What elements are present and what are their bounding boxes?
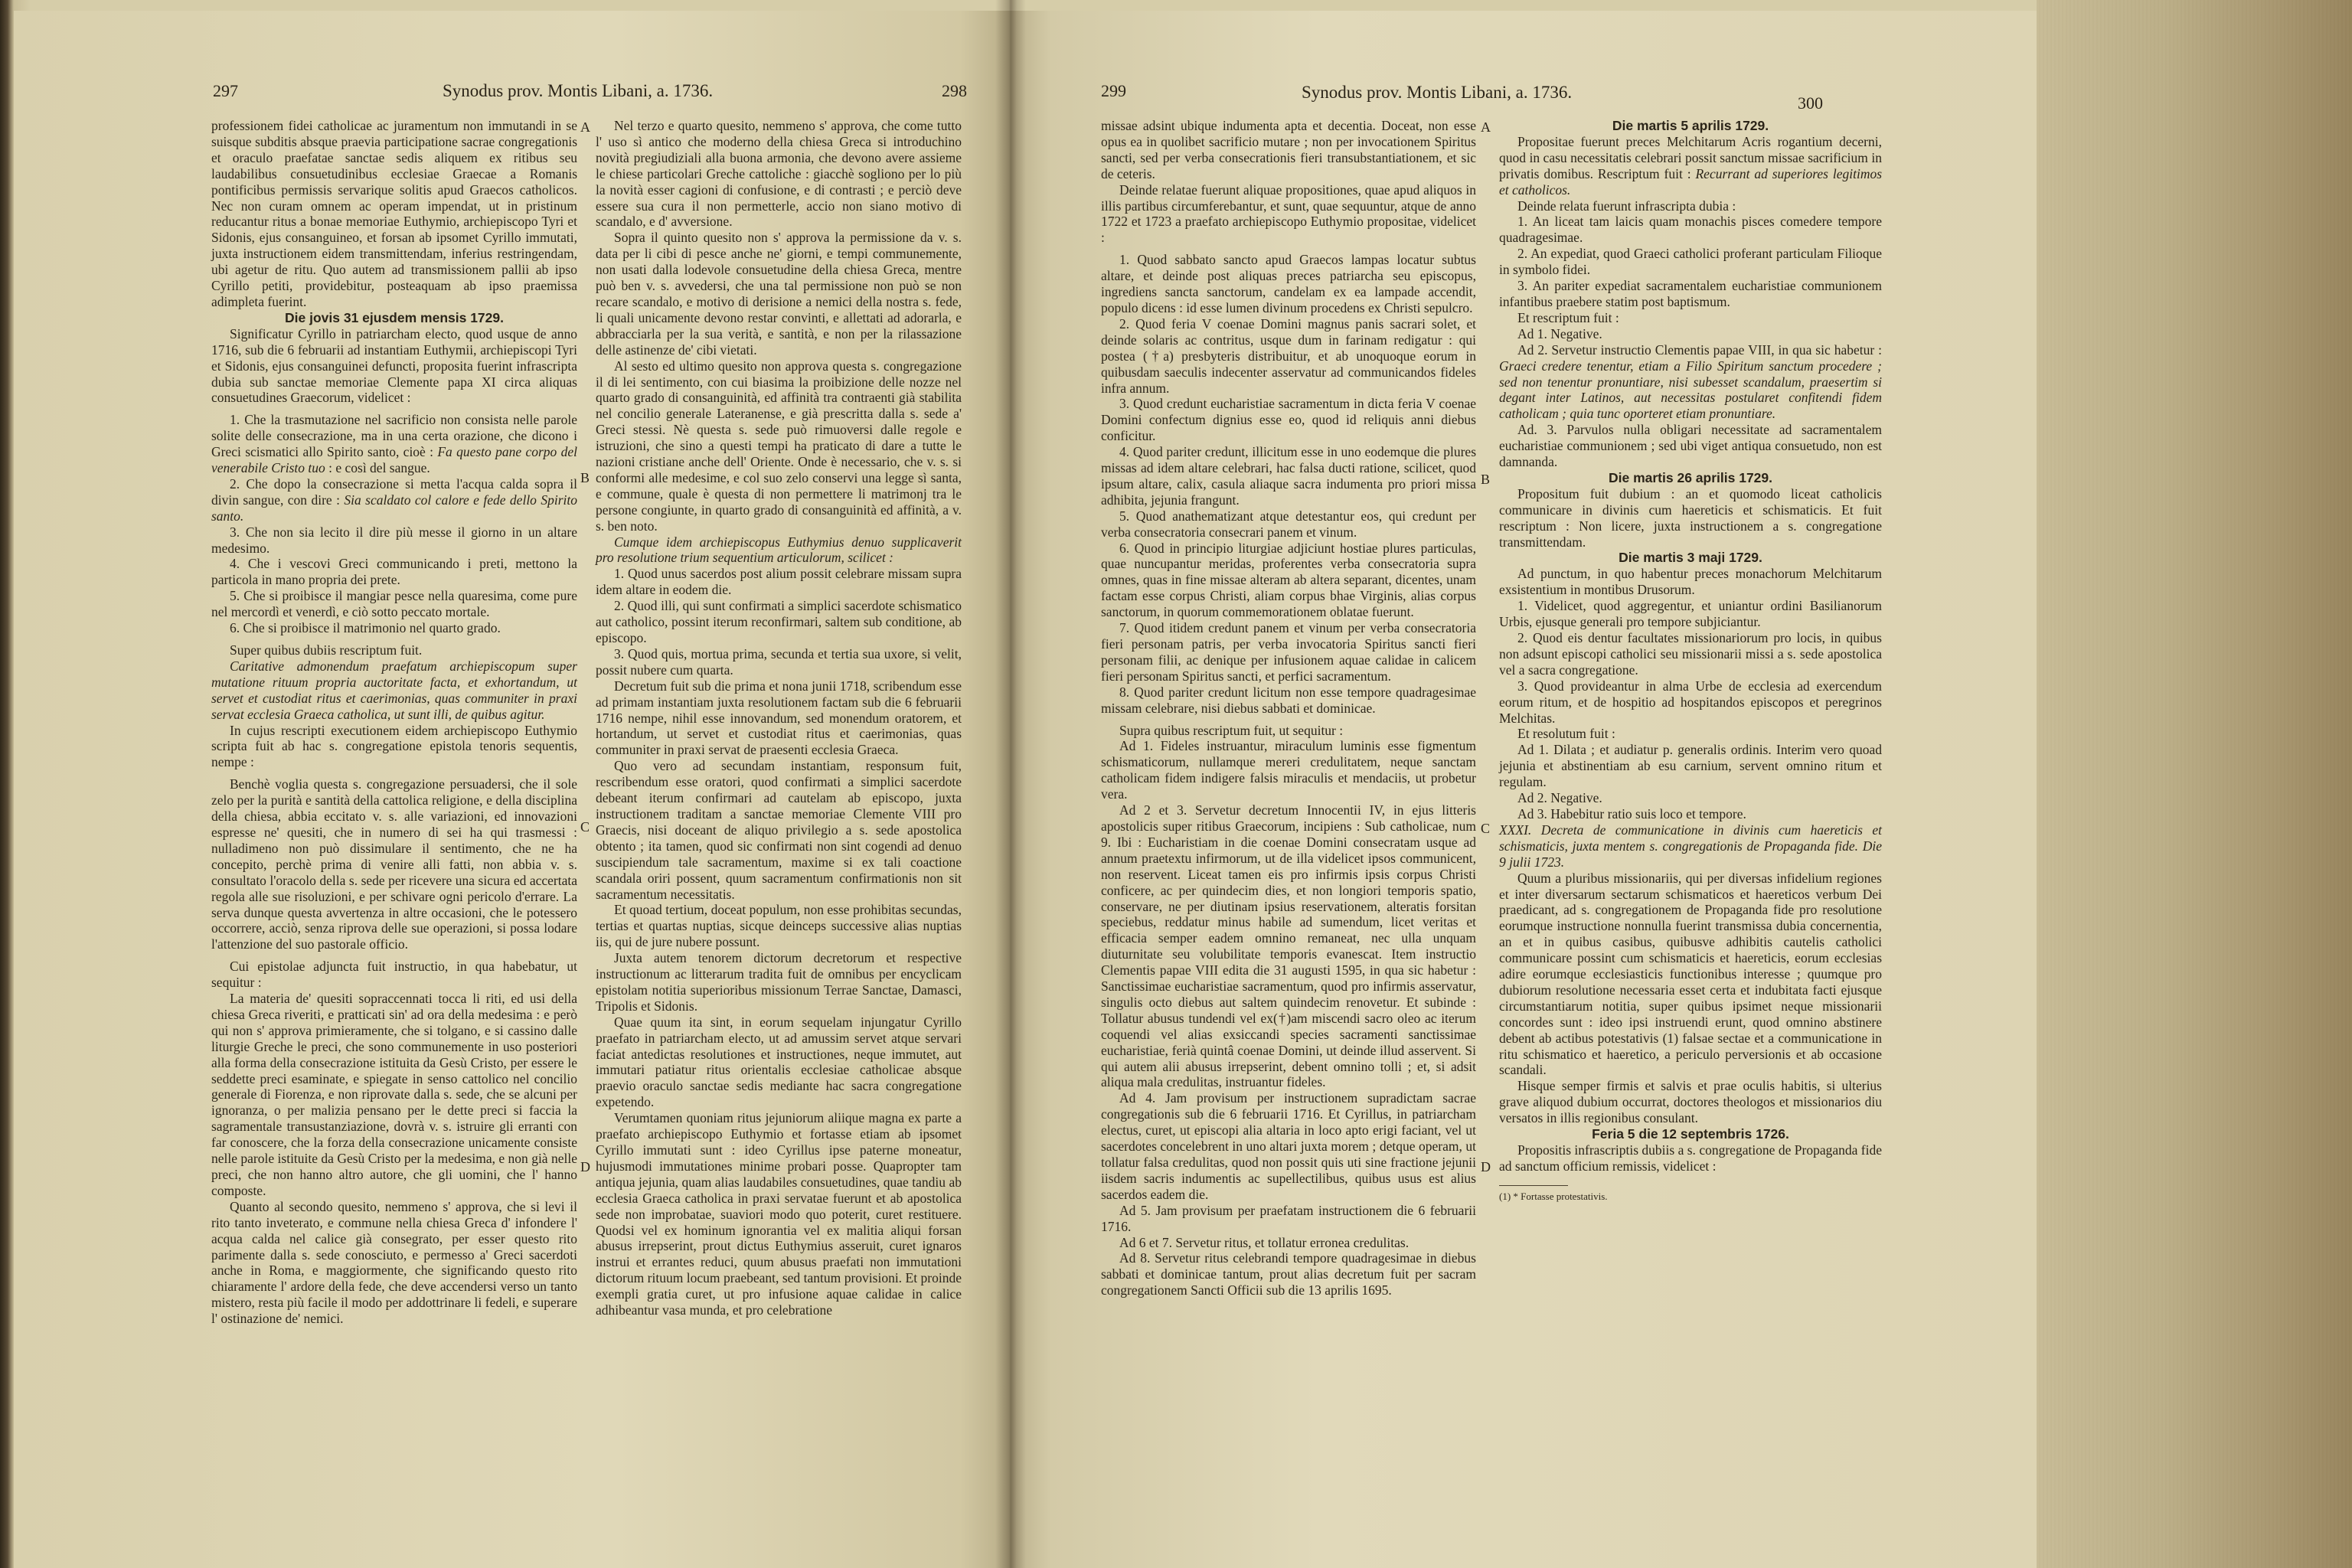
paragraph <box>1499 134 1882 198</box>
list-item: 5. Quod anathematizant atque detestantur eos, qui credunt per verba consecratoria consecrari panem et vinum. <box>1101 508 1476 540</box>
list-item: 4. Che i vescovi Greci communicando i preti, mettono la particola in mano propria dei prete. <box>211 556 577 588</box>
paragraph: Nel terzo e quarto quesito, nemmeno s' approva, che come tutto l' uso sì antico che moderno della chiesa Greca si introduchino novità pregiudiziali alla buona armonia, che devono avere assieme le chiese particolari Greche cattoliche : giacchè sogliono per lo più la novità esser cagioni di confusione, e di contrasti ; e perciò deve essere sua cura il non permetterle, accio non siano motivo di scandalo, e d' avversione. <box>596 118 962 230</box>
right-page-column-2 <box>1499 118 1882 1205</box>
paragraph: Sopra il quinto quesito non s' approva la permissione da v. s. data per li cibi di pesce anche ne' giorni, e tempi communemente, non usati dalla lodevole consuetudine della chiesa Greca, mentre può ben v. s. avvedersi, che una tal permissione non può se non recare scandalo, e motivo di derisione a nemici della nostra s. fede, li quali unicamente devono restar convinti, e allettati ad adorarla, e abbracciarla per la sua verità, e santità, e non per la rilassazione delle astinenze de' cibi vietati. <box>596 230 962 358</box>
paragraph: In cujus rescripti executionem eidem archiepiscopo Euthymio scripta fuit ab hac s. congregatione epistola tenoris sequentis, nempe : <box>211 722 577 770</box>
section-heading: Feria 5 die 12 septembris 1726. <box>1592 1126 1789 1142</box>
list-item: 4. Quod pariter credunt, illicitum esse in uno eodemque die plures missas ad idem altare celebrari, hac falsa ducti ratione, scilicet, quod ipsum altare, calix, casula aliaque sacra indumenta pro priori missa adhibita, jejunia frangunt. <box>1101 444 1476 508</box>
margin-letter-c: C <box>580 819 590 835</box>
list-item: 6. Che si proibisce il matrimonio nel quarto grado. <box>230 620 501 636</box>
paragraph-italic: Recurrant ad superiores legitimos et catholicos. <box>1499 165 1883 198</box>
paragraph-italic: Cumque idem archiepiscopus Euthymius denuo supplicaverit pro resolutione trium sequentium articulorum, scilicet : <box>596 534 962 566</box>
footnote-divider <box>1499 1185 1568 1186</box>
margin-letter-b: B <box>580 470 590 485</box>
list-item: 1. An liceat tam laicis quam monachis pisces comedere tempore quadragesimae. <box>1499 214 1882 246</box>
paragraph: Hisque semper firmis et salvis et prae oculis habitis, si ulterius grave aliquod dubium occurrat, doctores theologos et missionarios diu versatos in illis regionibus consulant. <box>1499 1078 1882 1126</box>
folio-298: 298 <box>942 81 967 100</box>
list-item: 6. Quod in principio liturgiae adjiciunt hostiae plures particulas, quae nuncupantur meridas, proferentes verba consecratoria supra omnes, quas in fine missae alteram ab altera separant, dicentes, unam factam esse corpus Christi, aliam corpus bhae Virginis, alias corpus sanctorum, in quorum commemorationem oblatae fuerunt. <box>1101 540 1476 620</box>
response-item <box>1499 342 1882 423</box>
list-item: 3. An pariter expediat sacramentalem eucharistiae communionem infantibus praebere statim post baptismum. <box>1499 278 1882 309</box>
response-item: Ad 4. Jam provisum per instructionem supradictam sacrae congregationis sub die 6 februarii 1716. Et Cyrillus, in patriarcham electus, curet, ut episcopi alia altaria in loco apto erigi faciant, vel ut sacerdotes concelebrent in uno altari juxta morem ; detque operam, ut tollatur falsa credulitas, quod non possit quis uti sine fractione jejunii iisdem sacris indumentis ac supellectilibus, quibus usus est alius sacerdos eadem die. <box>1101 1090 1476 1202</box>
paragraph-italic: Caritative admonendum praefatum archiepiscopum super mutatione rituum propria auctoritate facta, et exhortandum, ut servet et custodiat ritus et caerimonias, quas communiter in praxi servat ecclesia Graeca catholica, ut sunt illi, de quibus agitur. <box>211 658 577 722</box>
response-item: Ad 2 et 3. Servetur decretum Innocentii IV, in ejus litteris apostolicis super ritibus Graecorum, incipiens : Sub catholicae, num 9. Ibi : Eucharistiam in die coenae Domini consecratam usque ad annum praetextu infirmorum, ut de illa videlicet ipsos communicent, non reservent. Liceat tamen eis pro infirmis ipsis corpus Christi conficere, ac per quindecim dies, et non longiori temporis spatio, conservare, ne per diutinam ipsius reservationem, alteratis forsitan speciebus, reddatur minus habile ad sumendum, licet veritas et efficacia semper eadem omnino remaneat, nec ulla unquam diuturnitate seu volubilitate temporis evanescat. Item instructio Clementis papae VIII edita die 31 augusti 1595, in qua sic habetur : Sanctissimae eucharistiae sacramentum, quod pro infirmis asservatur, singulis octo diebus aut saltem quindecim renovetur. Et subinde : Tollatur abusus tundendi vel ex(†)am miscendi sacro oleo ac iterum coquendi vel alias exsiccandi species sacramenti sanctissimae eucharistiae, ferià quintâ coenae Domini, ut deinde illud asservent. Si qui autem alii abusus irrepserint, debent omnino tolli ; et, si adsit aliqua mala credulitas, instruantur fideles. <box>1101 802 1476 1090</box>
list-item <box>211 412 577 476</box>
folio-297: 297 <box>213 81 238 100</box>
paragraph: Et resolutum fuit : <box>1517 726 1615 742</box>
response-item: Ad 1. Negative. <box>1517 325 1602 341</box>
decree-title: XXXI. Decreta de communicatione in divinis cum haereticis et schismaticis, juxta mentem s. congregationis de Propaganda fide. Die 9 julii 1723. <box>1499 822 1882 870</box>
paragraph: Al sesto ed ultimo quesito non approva questa s. congregazione il di lei sentimento, con cui biasima la proibizione delle nozze nel quarto grado di consanguinità, ed affinità tra contraenti già stabilita nel concilio generale Lateranense, e già prescritta dalla s. sede a' Greci stessi. Nè questa s. sede può rimuoversi dalle regole e istruzioni, che sino a questi tempi ha praticato di dare a tutte le nazioni cristiane anche dell' Oriente. Onde è necessario, che v. s. si conformi alle medesime, e col suo zelo conservi una legge sì santa, e commune, quale è questa di non permettere li matrimonj tra le persone congiunte, in quarto grado di consanguinità ed affinità, a v. s. ben noto. <box>596 358 962 534</box>
response-item: Ad. 3. Parvulos nulla obligari necessitate ad sacramentalem eucharistiae communionem ; sed ubi viget antiqua consuetudo, non est damnanda. <box>1499 422 1882 470</box>
list-item: 7. Quod itidem credunt panem et vinum per verba consecratoria fieri personam patris, per verba invocatoria Spiritus sancti fieri personam filii, ac denique per infusionem aquae calidae in calicem fieri personam Spiritus sancti, et perfici sacramentum. <box>1101 620 1476 684</box>
paragraph: Supra quibus rescriptum fuit, ut sequitur : <box>1119 722 1344 738</box>
left-page-column-2 <box>596 118 962 1318</box>
folio-300: 300 <box>1798 93 1823 113</box>
paragraph: Benchè voglia questa s. congregazione persuadersi, che il sole zelo per la purità e santità della cattolica religione, e della disciplina della chiesa, abbia eccitato v. s. alle variazioni, ed innovazioni espresse ne' quesiti, che in numero di sei ha qui trasmessi : nulladimeno non può dissimulare il sentimento, che ne ha concepito, perchè prima di venire alli fatti, non abbia v. s. consultato l'oracolo della s. sede per ricevere una sicura ed accertata regola alle sue risoluzioni, e per schivare ogni pericolo d'errare. La serva dunque questa avvertenza in altre occasioni, che le potessero occorrere, acciò, senza riprova delle sue operazioni, si possa lodare l'attenzione del suo pastorale officio. <box>211 776 577 952</box>
list-item: 1. Quod unus sacerdos post alium possit celebrare missam supra idem altare in eodem die. <box>596 566 962 598</box>
list-item-text: 1. Che la trasmutazione nel sacrificio non consista nelle parole solite delle consecrazione, ma in una certa orazione, che dicono i Greci scismatici allo Spirito santo, cioè : <box>211 412 577 460</box>
list-item: 2. Quod eis dentur facultates missionariorum pro locis, in quibus non adsunt episcopi catholici seu missionarii missi a s. sede apostolica vel a sacra congregatione. <box>1499 630 1882 678</box>
response-text: Ad 2. Servetur instructio Clementis papae VIII, in qua sic habetur : <box>1517 341 1882 358</box>
section-heading: Die martis 26 aprilis 1729. <box>1608 469 1773 485</box>
paragraph: Verumtamen quoniam ritus jejuniorum aliique magna ex parte a praefato archiepiscopo Euthymio et fortasse etiam ab ipsomet Cyrillo immutati sunt : ideo Cyrillus ipse paterne moneatur, hujusmodi immutationes minime probari posse. Quapropter tam antiqua jejunia, quam alias laudabiles consuetudines, quae tandiu ab ecclesia Graeca catholica in praxi servatae fuerunt et ab apostolica sede non improbatae, suaviori modo quo poterit, curet restituere. Quodsi vel ex hominum ignorantia vel ex malitia aliqui forsan abusus irrepserint, prout dictus Euthymius asseruit, curet ignaros instrui et errantes reduci, quum abusus praefati non immutationi dictorum rituum locum praebeant, sed tantum provisioni. Et proinde exempli gratia curet, ut pro infusione aquae calidae in calice adhibeantur vasa munda, et pro celebratione <box>596 1110 962 1318</box>
list-item-italic: Sia scaldato col calore e fede dello Spirito santo. <box>211 492 577 524</box>
response-item: Ad 6 et 7. Servetur ritus, et tollatur erronea credulitas. <box>1119 1234 1410 1250</box>
response-item: Ad 2. Negative. <box>1517 790 1602 806</box>
paragraph: La materia de' quesiti sopraccennati tocca li riti, ed usi della chiesa Greca riveriti, e pratticati sin' ad ora della medesima : e però qui non s' approva primieramente, che si tolgano, e si cassino dalle liturgie Greche le preci, che sono communemente in uso posteriori alla forma della consecrazione istituita da Gesù Cristo, per essere le seddette preci esaminate, e spiegate in senso cattolico nel concilio generale di Fiorenza, e non riprovate dalla s. sede, che se alcuni per ignoranza, o per malizia pensano per le dette preci si faccia la sagramentale transustanziazione, dovrà v. s. istruire gli erranti con far conoscere, che la forza della consecrazione unicamente consiste nelle parole istituite da Gesù Cristo per la medesima, e non già nelle preci, che non hanno altro autore, che gli uomini, che l' hanno composte. <box>211 991 577 1198</box>
list-item-text: 2. Che dopo la consecrazione si metta l'acqua calda sopra il divin sangue, con dire : <box>211 475 577 508</box>
list-item: 5. Che si proibisce il mangiar pesce nella quaresima, come pure nel mercordì et venerdì, e ciò sotto peccato mortale. <box>211 588 577 620</box>
margin-letter-d: D <box>580 1159 590 1174</box>
margin-letter-b: B <box>1481 472 1491 487</box>
page-edges-shading <box>2037 0 2352 1568</box>
list-item: 1. Videlicet, quod aggregentur, et uniantur ordini Basilianorum Urbis, ejusque generali pro tempore subjiciantur. <box>1499 598 1882 630</box>
list-item: 3. Quod credunt eucharistiae sacramentum in dicta feria V coenae Domini confectum dignius esse eo, quod id reliquis anni diebus conficitur. <box>1101 396 1476 444</box>
paragraph: Et quoad tertium, doceat populum, non esse prohibitas secundas, tertias et quartas nuptias, sicque deinceps successive alias nuptias iis, qui de jure nubere possunt. <box>596 902 962 950</box>
paragraph: Quum a pluribus missionariis, qui per diversas infidelium regiones et inter diversarum sectarum schismaticos et haereticos verbum Dei praedicant, ad s. congregationem de Propaganda fide pro resolutione eorumque instructione nonnulla fuerint transmissa dubia concernentia, an et in quibus casibus, quibusve adhibitis cautelis catholici communicare possint cum schismaticis et haereticis, eorum ecclesias adire eorumque ecclesiasticis functionibus interesse ; quumque pro dubiorum resolutione necessaria esset certa et indubitata facti ejusque circumstantiarum notitia, super quibus ipsimet neque missionarii concordes sunt : ideo ipsi instruendi erunt, quod omnino abstinere debent ab actibus potestativis (1) falsae sectae et a communicatione in ritu schismatico et haeretico, a periculo perversionis et ab occasione scandali. <box>1499 870 1882 1078</box>
list-item <box>211 476 577 524</box>
paragraph: Super quibus dubiis rescriptum fuit. <box>230 642 423 658</box>
margin-letter-a: A <box>1481 119 1491 135</box>
list-item: 1. Quod sabbato sancto apud Graecos lampas locatur subtus altare, et deinde post aliquas preces patriarcha seu episcopus, ingrediens sancta sanctorum, candelam ex ea lampade accendit, populo dicens : id esse lumen divinum procedens ex Christi sepulcro. <box>1101 252 1476 315</box>
paragraph: Decretum fuit sub die prima et nona junii 1718, scribendum esse ad primam instantiam juxta resolutionem factam sub die 6 februarii 1716 nempe, nihil esse innovandum, sed monendum oratorem, et hortandum, ut servet et custodiat ritus et caerimonias, quas communiter in praxi servat de praesenti ecclesia Graeca. <box>596 678 962 758</box>
paragraph: professionem fidei catholicae ac juramentum non immutandi in se suisque subditis absque praevia participatione sacrae congregationis et oraculo praefatae sanctae sedis aliquem ex ritibus seu laudabilibus consuetudinibus ecclesiae Graecae a Romanis pontificibus permissis servarique solitis apud Graecos catholicos. Nec non curam omnem ac operam impendat, ut in pristinum reducantur ritus a bonae memoriae Euthymio, archiepiscopo Tyri et Sidonis, ejus consanguineo, et forsan ab ipsomet Cyrillo immutati, juxta instructionem eidem transmittendam, inferius restringendam, ubi agetur de ritu. Quo autem ad transmissionem pallii ab ipso Cyrillo petiti, providebitur, posteaquam ab ipso praemissa adimpleta fuerint. <box>211 118 577 309</box>
list-item: 2. Quod feria V coenae Domini magnus panis sacrari solet, et deinde solaris ac contritus, usque dum in farinam redigatur : qui postea (†a) presbyteris distribuitur, et ab unoquoque eorum in quibusdam saeculis indecenter asservatur ad communicandos fideles infra annum. <box>1101 315 1476 396</box>
running-head-left: Synodus prov. Montis Libani, a. 1736. <box>443 81 714 100</box>
margin-letter-a: A <box>580 119 590 135</box>
section-heading: Die martis 3 maji 1729. <box>1619 550 1762 566</box>
paragraph: Significatur Cyrillo in patriarcham electo, quod usque de anno 1716, sub die 6 februarii ad instantiam Euthymii, archiepiscopi Tyri et Sidonis, ejus consanguinei defuncti, proposita fuerint infrascripta dubia sub sanctae memoriae Clemente papa XI circa aliquas consuetudines Graecorum, videlicet : <box>211 325 577 406</box>
response-item: Ad 3. Habebitur ratio suis loco et tempore. <box>1517 805 1746 822</box>
paragraph-text: Propositae fuerunt preces Melchitarum Acris rogantium decerni, quod in casu necessitatis celebrari possit sanctum missae sacrificium in privatis domibus. Rescriptum fuit : <box>1499 133 1882 181</box>
paragraph: Cui epistolae adjuncta fuit instructio, in qua habebatur, ut sequitur : <box>211 959 577 991</box>
response-item: Ad 1. Dilata ; et audiatur p. generalis ordinis. Interim vero quoad jejunia et abstinentiam ab esu carnium, servent omnino ritum et regulam. <box>1499 742 1882 790</box>
left-page-column-1 <box>211 118 577 1327</box>
list-item: 3. Quod provideantur in alma Urbe de ecclesia ad exercendum eorum ritum, et de hospitio ad hospitandos episcopos et peregrinos Melchitas. <box>1499 678 1882 726</box>
paragraph: Juxta autem tenorem dictorum decretorum et respective instructionum ac litterarum tradita fuit de omnibus per encyclicam epistolam notitia superioribus missionum Terrae Sanctae, Damasci, Tripolis et Sidonis. <box>596 950 962 1014</box>
list-item: 2. Quod illi, qui sunt confirmati a simplici sacerdote schismatico aut catholico, possint iterum reconfirmari, saltem sub conditione, ab episcopo. <box>596 598 962 645</box>
paragraph: Ad punctum, in quo habentur preces monachorum Melchitarum exsistentium in montibus Drusorum. <box>1499 566 1882 598</box>
paragraph: Quae quum ita sint, in eorum sequelam injungatur Cyrillo praefato in patriarcham electo, ut ad amussim servet atque servari faciat antedictas resolutiones et instructiones, neque immutet, aut immutari patiatur ritus orientalis ecclesiae catholicae absque praevio oraculo sanctae sedis mediante hac sacra congregatione expetendo. <box>596 1014 962 1110</box>
margin-letter-d: D <box>1481 1159 1491 1174</box>
folio-299: 299 <box>1101 81 1126 100</box>
paragraph: Quanto al secondo quesito, nemmeno s' approva, che si levi il rito tanto inveterato, e commune nella chiesa Greca d' infondere l' acqua calda nel calice già consegrato, per esser questo rito parimente dalla s. sede conosciuto, e permesso a' Greci sacerdoti anche in Roma, e maggiormente, che significando questo rito chiaramente l' ardore della fede, che deve accendersi verso un tanto mistero, resta più facile il modo per addottrinare li fedeli, e superare l' ostinazione de' nemici. <box>211 1198 577 1327</box>
list-item-text: : e così del sangue. <box>328 460 430 476</box>
list-item: 3. Quod quis, mortua prima, secunda et tertia sua uxore, si velit, possit nubere cum quarta. <box>596 645 962 678</box>
paragraph: Propositum fuit dubium : an et quomodo liceat catholicis communicare in divinis cum haereticis et schismaticis. Et fuit rescriptum : Non licere, juxta instructionem a s. congregatione transmittendam. <box>1499 485 1882 550</box>
list-item: 3. Che non sia lecito il dire più messe il giorno in un altare medesimo. <box>211 524 577 556</box>
page-edges <box>2037 0 2352 1568</box>
paragraph: missae adsint ubique indumenta apta et decentia. Doceat, non esse opus ea in quolibet sacrificio mutare ; non per invocationem Spiritus sancti, sed per verba consecrationis fieri transubstantiationem, et sic de ceteris. <box>1101 118 1476 181</box>
response-item: Ad 5. Jam provisum per praefatam instructionem die 6 februarii 1716. <box>1101 1202 1476 1234</box>
section-heading: Die martis 5 aprilis 1729. <box>1612 118 1769 133</box>
footnote: (1) * Fortasse protestativis. <box>1499 1190 1608 1202</box>
running-head-right: Synodus prov. Montis Libani, a. 1736. <box>1302 83 1573 102</box>
response-italic: Graeci credere tenentur, etiam a Filio Spiritum sanctum procedere ; sed non tenentur pronuntiare, nisi subesset scandalum, praesertim si degant inter Latinos, aut necessitas postularet confitendi fidem catholicam ; quia tunc oporteret etiam pronuntiare. <box>1499 358 1882 422</box>
right-page <box>1009 11 2037 1568</box>
response-item: Ad 1. Fideles instruantur, miraculum luminis esse figmentum schismaticorum, nullamque mereri credulitatem, neque sanctam catholicam fidem indigere falsis miraculis et mendaciis, ut probetur vera. <box>1101 738 1476 802</box>
list-item: 8. Quod pariter credunt licitum non esse tempore quadragesimae missam celebrare, nisi diebus sabbati et dominicae. <box>1101 684 1476 716</box>
paragraph: Deinde relata fuerunt infrascripta dubia : <box>1517 198 1736 214</box>
response-item: Ad 8. Servetur ritus celebrandi tempore quadragesimae in diebus sabbati et dominicae tantum, prout alias decretum fuit per sacram congregationem Sancti Officii sub die 13 aprilis 1695. <box>1101 1250 1476 1298</box>
left-page <box>14 11 1009 1568</box>
margin-letter-c: C <box>1481 821 1491 836</box>
list-item-italic: Fa questo pane corpo del venerabile Cristo tuo <box>211 444 577 476</box>
paragraph: Propositis infrascriptis dubiis a s. congregatione de Propaganda fide ad sanctum officium remissis, videlicet : <box>1499 1142 1882 1174</box>
list-item: 2. An expediat, quod Graeci catholici proferant particulam Filioque in symbolo fidei. <box>1499 246 1882 278</box>
paragraph: Et rescriptum fuit : <box>1517 309 1619 325</box>
paragraph: Deinde relatae fuerunt aliquae propositiones, quae apud aliquos in illis partibus circumferebantur, et sunt, quae sequuntur, atque de anno 1722 et 1723 a praefato archiepiscopo Euthymio propositae, videlicet : <box>1101 181 1476 246</box>
paragraph: Quo vero ad secundam instantiam, responsum fuit, rescribendum esse oratori, quod confirmati a simplici sacerdote debeant iterum confirmari ad cautelam ab episcopo, juxta instructionem traditam a sanctae memoriae Clemente VIII pro Graecis, nisi doceant de aliquo privilegio a s. sede apostolica obtento ; ita tamen, quod sic confirmati non sint cogendi ad denuo suscipiendum tale sacramentum, maxime si ex tali coactione scandala oriri possent, quum sacramentum confirmationis non sit sacramentum necessitatis. <box>596 758 962 902</box>
right-page-column-1 <box>1101 118 1476 1298</box>
section-heading: Die jovis 31 ejusdem mensis 1729. <box>285 309 504 325</box>
